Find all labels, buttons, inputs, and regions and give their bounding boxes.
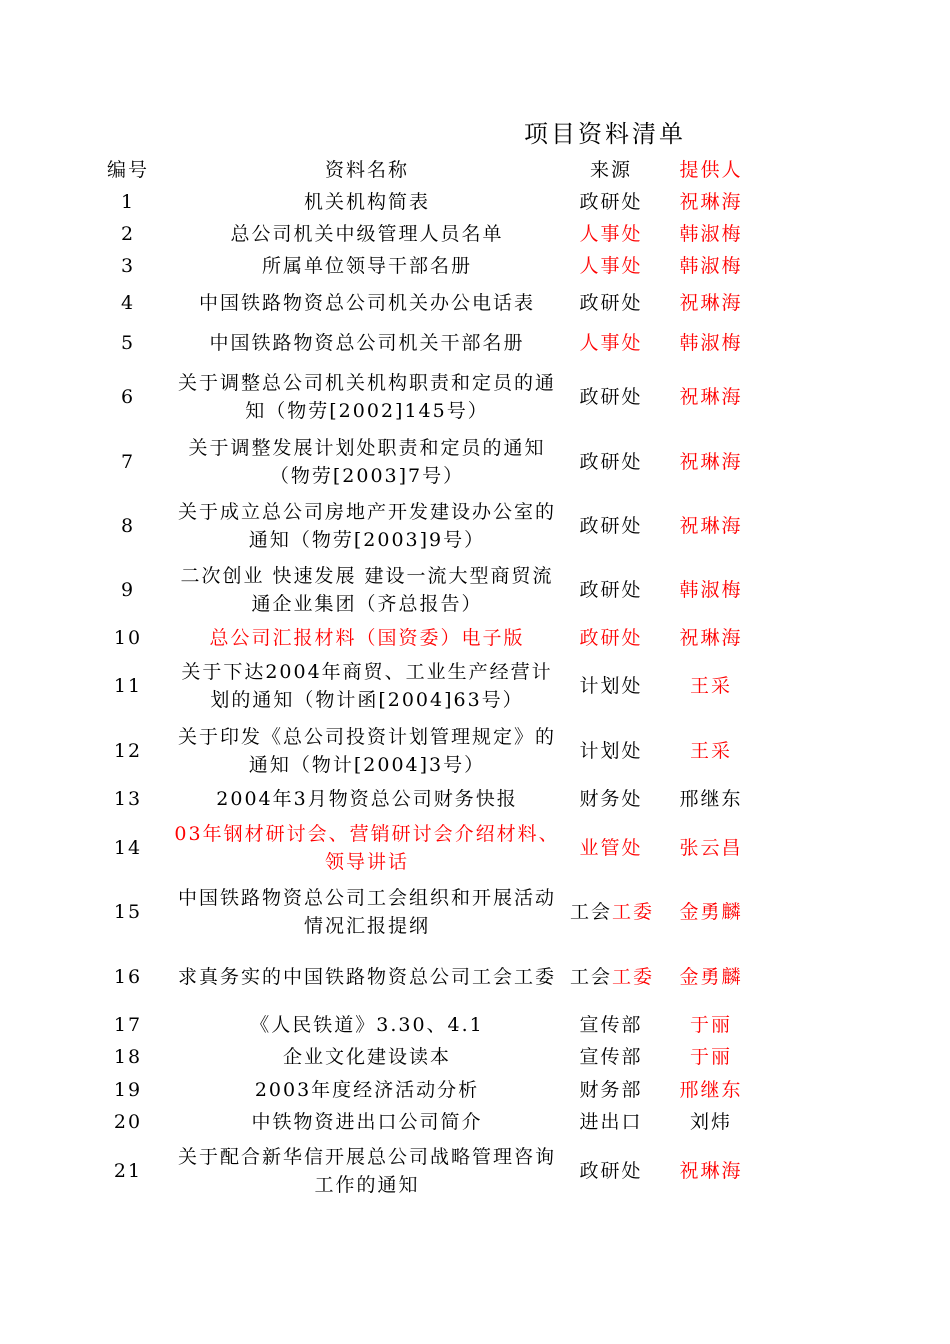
table-row — [0, 655, 950, 717]
row-source: 财务部 — [579, 1079, 643, 1101]
row-provider: 韩淑梅 — [679, 579, 743, 601]
row-number: 12 — [113, 740, 143, 762]
row-name: 求真务实的中国铁路物资总公司工会工委 — [177, 966, 556, 988]
table-row — [0, 218, 950, 250]
table-row — [0, 1042, 950, 1072]
row-source: 政研处 — [579, 451, 643, 473]
row-source: 政研处 — [579, 386, 643, 408]
table-row — [0, 284, 950, 322]
table-row — [0, 186, 950, 218]
row-provider: 王采 — [689, 675, 732, 697]
row-number: 1 — [120, 191, 136, 213]
row-number: 17 — [113, 1014, 143, 1036]
row-provider: 韩淑梅 — [679, 332, 743, 354]
table-header — [0, 153, 950, 187]
table-row — [0, 1010, 950, 1040]
row-name: 关于配合新华信开展总公司战略管理咨询工作的通知 — [177, 1146, 556, 1196]
row-provider: 祝琳海 — [679, 386, 743, 408]
page-title: 项目资料清单 — [524, 120, 686, 148]
row-provider: 于丽 — [689, 1014, 732, 1036]
table-row — [0, 431, 950, 493]
row-number: 8 — [120, 515, 136, 537]
row-number: 6 — [120, 386, 136, 408]
row-name: 关于下达2004年商贸、工业生产经营计划的通知（物计函[2004]63号） — [181, 661, 553, 711]
table-row — [0, 1074, 950, 1106]
row-name: 关于调整总公司机关机构职责和定员的通知（物劳[2002]145号） — [177, 372, 556, 422]
header-name: 资料名称 — [324, 159, 409, 181]
row-source: 财务处 — [579, 788, 643, 810]
row-number: 16 — [113, 966, 143, 988]
row-source: 政研处 — [579, 292, 643, 314]
header-source: 来源 — [589, 159, 632, 181]
row-provider: 祝琳海 — [679, 191, 743, 213]
row-provider: 刘炜 — [689, 1111, 732, 1133]
table-row — [0, 1140, 950, 1202]
row-source: 业管处 — [579, 837, 643, 859]
row-name: 总公司机关中级管理人员名单 — [230, 223, 504, 245]
row-name: 关于调整发展计划处职责和定员的通知（物劳[2003]7号） — [188, 437, 546, 487]
row-source: 计划处 — [579, 675, 643, 697]
row-provider: 韩淑梅 — [679, 255, 743, 277]
row-number: 21 — [113, 1160, 143, 1182]
row-name: 中国铁路物资总公司工会组织和开展活动情况汇报提纲 — [177, 887, 556, 937]
table-row — [0, 559, 950, 621]
row-name: 总公司汇报材料（国资委）电子版 — [209, 627, 525, 649]
table-row — [0, 250, 950, 282]
row-source: 宣传部 — [579, 1046, 643, 1068]
row-provider: 张云昌 — [679, 837, 743, 859]
row-name: 中国铁路物资总公司机关办公电话表 — [198, 292, 535, 314]
row-source: 政研处 — [579, 191, 643, 213]
table-row — [0, 366, 950, 428]
row-provider: 金勇麟 — [679, 901, 743, 923]
row-number: 15 — [113, 901, 143, 923]
row-number: 9 — [120, 579, 136, 601]
row-source: 宣传部 — [579, 1014, 643, 1036]
header-provider: 提供人 — [679, 159, 743, 181]
row-name: 2004年3月物资总公司财务快报 — [216, 788, 518, 810]
row-source: 政研处 — [579, 579, 643, 601]
row-number: 19 — [113, 1079, 143, 1101]
row-source: 政研处 — [579, 627, 643, 649]
table-row — [0, 720, 950, 782]
row-source: 人事处 — [579, 223, 643, 245]
row-source: 政研处 — [579, 515, 643, 537]
table-row — [0, 816, 950, 880]
row-name: 企业文化建设读本 — [282, 1046, 451, 1068]
row-name: 中铁物资进出口公司简介 — [251, 1111, 483, 1133]
row-name: 关于印发《总公司投资计划管理规定》的通知（物计[2004]3号） — [177, 726, 556, 776]
table-row — [0, 623, 950, 653]
row-number: 5 — [120, 332, 136, 354]
row-number: 14 — [113, 837, 143, 859]
row-source-part-highlight: 工委 — [612, 901, 655, 923]
table-row — [0, 324, 950, 362]
row-number: 4 — [120, 292, 136, 314]
row-provider: 金勇麟 — [679, 966, 743, 988]
row-number: 11 — [113, 675, 143, 697]
row-number: 13 — [113, 788, 143, 810]
row-name: 二次创业 快速发展 建设一流大型商贸流通企业集团（齐总报告） — [180, 565, 554, 615]
row-number: 10 — [113, 627, 143, 649]
row-provider: 祝琳海 — [679, 1160, 743, 1182]
row-name: 中国铁路物资总公司机关干部名册 — [209, 332, 525, 354]
row-source: 人事处 — [579, 255, 643, 277]
row-name: 所属单位领导干部名册 — [261, 255, 472, 277]
row-source — [562, 945, 662, 1009]
row-number: 2 — [120, 223, 136, 245]
row-provider: 王采 — [689, 740, 732, 762]
table-row — [0, 495, 950, 557]
row-provider: 韩淑梅 — [679, 223, 743, 245]
row-source-part-highlight: 工委 — [612, 966, 655, 988]
row-source-part: 工会 — [569, 901, 612, 923]
row-source: 进出口 — [579, 1111, 643, 1133]
row-source: 计划处 — [579, 740, 643, 762]
row-provider: 祝琳海 — [679, 292, 743, 314]
row-number: 20 — [113, 1111, 143, 1133]
row-source-part: 工会 — [569, 966, 612, 988]
row-provider: 邢继东 — [679, 1079, 743, 1101]
table-row — [0, 784, 950, 814]
row-provider: 祝琳海 — [679, 627, 743, 649]
row-provider: 邢继东 — [679, 788, 743, 810]
table-row — [0, 945, 950, 1009]
header-number: 编号 — [106, 159, 149, 181]
row-source — [562, 881, 662, 943]
row-number: 18 — [113, 1046, 143, 1068]
row-name: 机关机构简表 — [303, 191, 430, 213]
table-row — [0, 881, 950, 943]
row-number: 7 — [120, 451, 136, 473]
row-name: 03年钢材研讨会、营销研讨会介绍材料、领导讲话 — [174, 823, 560, 873]
row-name: 关于成立总公司房地产开发建设办公室的通知（物劳[2003]9号） — [177, 501, 556, 551]
table-row — [0, 1106, 950, 1138]
row-provider: 于丽 — [689, 1046, 732, 1068]
row-provider: 祝琳海 — [679, 451, 743, 473]
row-name: 2003年度经济活动分析 — [254, 1079, 480, 1101]
row-provider: 祝琳海 — [679, 515, 743, 537]
row-name: 《人民铁道》3.30、4.1 — [250, 1014, 484, 1036]
row-source: 人事处 — [579, 332, 643, 354]
row-source: 政研处 — [579, 1160, 643, 1182]
row-number: 3 — [120, 255, 136, 277]
